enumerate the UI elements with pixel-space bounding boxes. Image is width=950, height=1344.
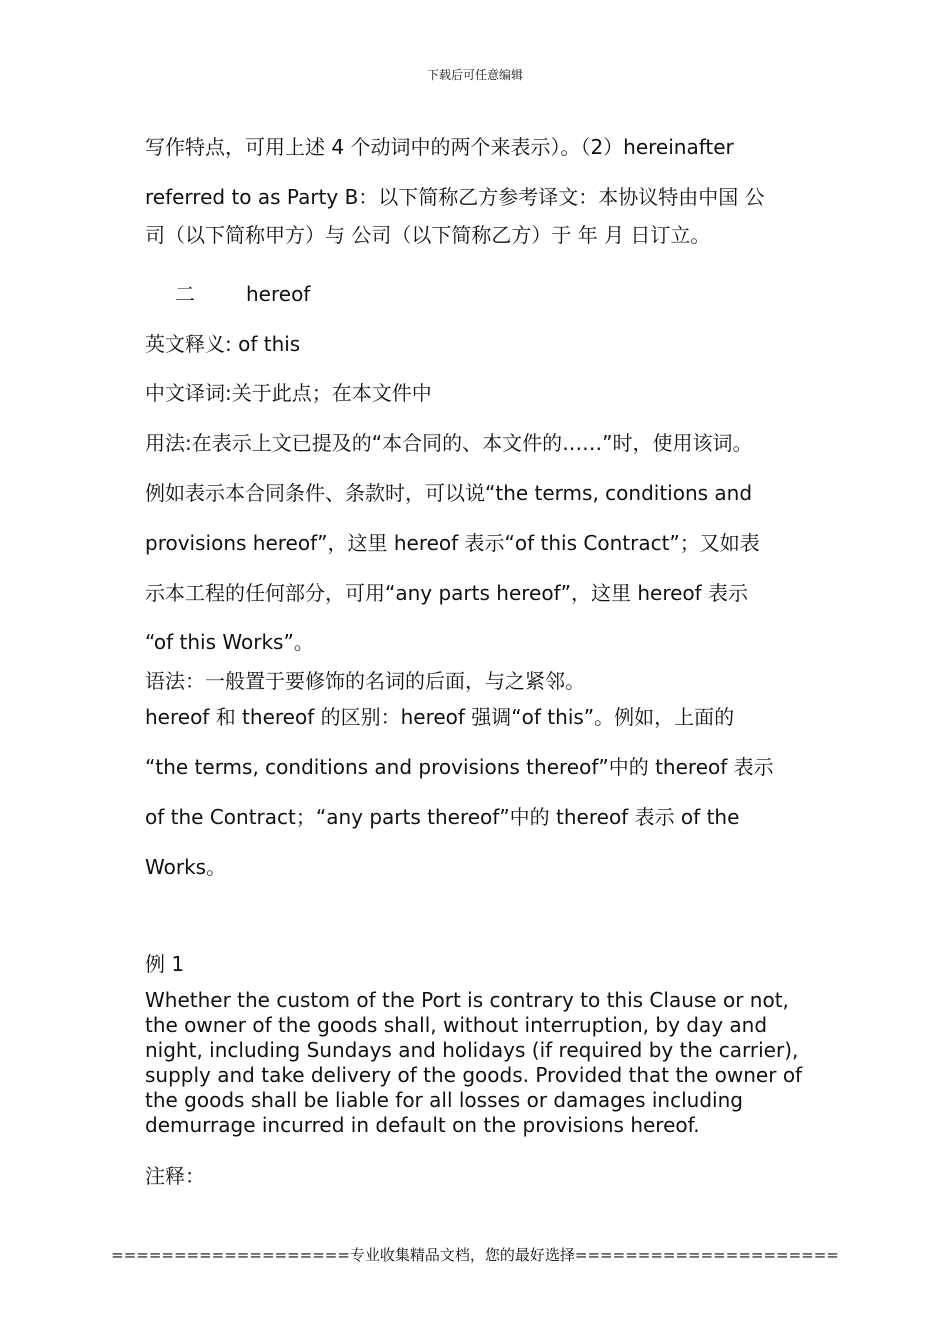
definition-chinese: 中文译词:关于此点；在本文件中	[145, 381, 432, 405]
section-heading	[175, 282, 310, 306]
body-line-3: 司（以下简称甲方）与 公司（以下简称乙方）于 年 月 日订立。	[145, 223, 711, 247]
usage-line-1: 用法:在表示上文已提及的“本合同的、本文件的……”时，使用该词。	[145, 431, 753, 455]
usage-line-3: provisions hereof”，这里 hereof 表示“of this Contract”；又如表	[145, 531, 760, 555]
usage-line-2: 例如表示本合同条件、条款时，可以说“the terms, conditions and	[145, 481, 753, 505]
difference-line-2: “the terms, conditions and provisions thereof”中的 thereof 表示	[145, 755, 774, 779]
difference-line-4: Works。	[145, 855, 227, 879]
body-line-2: referred to as Party B：以下简称乙方参考译文：本协议特由中国 公	[145, 185, 765, 209]
page-header: 下载后可任意编辑	[426, 68, 523, 82]
section-number: 二	[175, 282, 195, 306]
usage-line-5: “of this Works”。	[145, 630, 314, 654]
note-label: 注释：	[145, 1164, 205, 1188]
example-label: 例 1	[145, 952, 185, 976]
example-paragraph: Whether the custom of the Port is contrary to this Clause or not, the owner of the goods shall, without interruption, by day and night, including Sundays and holidays (if required by the carrier), supply and take delivery of the goods. Provided that the owner of the goods shall be liable for all losses or damages including demurrage incurred in default on the provisions hereof.	[145, 988, 803, 1137]
usage-line-4: 示本工程的任何部分，可用“any parts hereof”，这里 hereof 表示	[145, 581, 749, 605]
difference-line-1: hereof 和 thereof 的区别：hereof 强调“of this”。例如，上面的	[145, 705, 735, 729]
body-line-1: 写作特点，可用上述 4 个动词中的两个来表示）。（2）hereinafter	[145, 135, 734, 159]
definition-english: 英文释义: of this	[145, 332, 301, 356]
section-title: hereof	[246, 282, 311, 306]
page-footer: ===================专业收集精品文档，您的最好选择=====================	[111, 1246, 839, 1264]
difference-line-3: of the Contract；“any parts thereof”中的 thereof 表示 of the	[145, 805, 740, 829]
grammar-line: 语法：一般置于要修饰的名词的后面，与之紧邻。	[145, 669, 585, 693]
